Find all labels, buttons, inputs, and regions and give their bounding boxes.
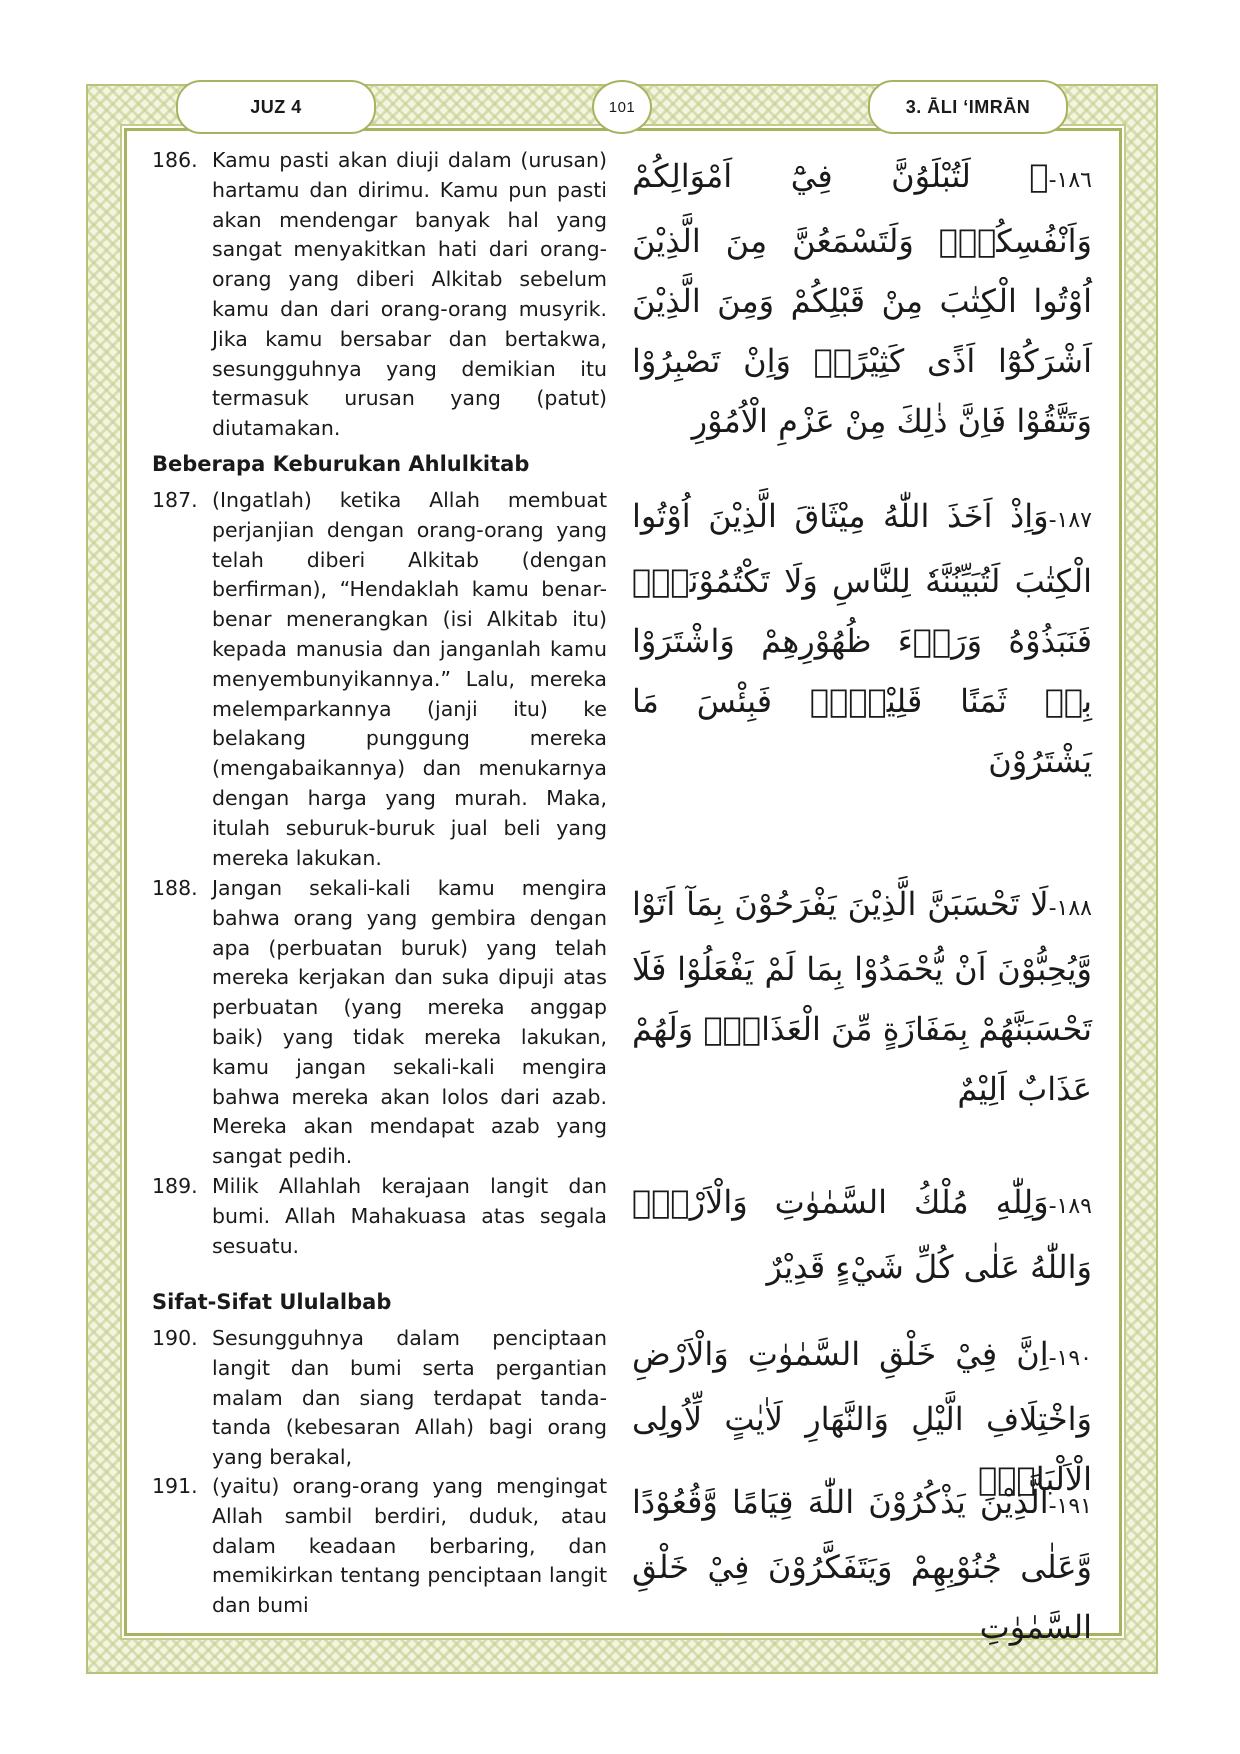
translation-text: (yaitu) orang-orang yang mengingat Allah sambil berdiri, duduk, atau dalam keadaan berbaring, dan memikirkan tentang penciptaan langit dan bumi — [212, 1474, 607, 1618]
arabic-verse-number: ١٨٦- — [1048, 168, 1092, 193]
arabic-text: اِنَّ فِيْ خَلْقِ السَّمٰوٰتِ وَالْاَرْضِ وَاخْتِلَافِ الَّيْلِ وَالنَّهَارِ لَاٰيٰتٍ لِّاُولِى الْاَلْبَابِۙ — [632, 1335, 1092, 1498]
verse-translation-189 — [152, 1172, 607, 1261]
section-heading: Sifat-Sifat Ululalbab — [152, 1290, 392, 1314]
verse-translation-186 — [152, 146, 607, 444]
verse-number: 187. — [152, 488, 198, 512]
translation-text: Sesungguhnya dalam penciptaan langit dan bumi serta pergantian malam dan siang terdapat tanda-tanda (kebesaran Allah) bagi orang yang berakal, — [212, 1326, 607, 1470]
translation-text: (Ingatlah) ketika Allah membuat perjanjian dengan orang-orang yang telah diberi Alkitab (dengan berfirman), “Hendaklah kamu benar-benar menerangkan (isi Alkitab itu) kepada manusia dan janganlah kamu menyembunyikannya.” Lalu, mereka melemparkannya (janji itu) ke belakang punggung mereka (mengabaikannya) dan menukarnya dengan harga yang murah. Maka, itulah seburuk-buruk jual beli yang mereka lakukan. — [212, 488, 607, 870]
verse-arabic-188 — [632, 874, 1092, 1119]
verse-translation-188 — [152, 874, 607, 1172]
translation-text: Kamu pasti akan diuji dalam (urusan) hartamu dan dirimu. Kamu pun pasti akan mendengar banyak hal yang sangat menyakitkan hati dari orang-orang yang diberi Alkitab sebelum kamu dan dari orang-orang musyrik. Jika kamu bersabar dan bertakwa, sesungguhnya yang demikian itu termasuk urusan yang (patut) diutamakan. — [212, 148, 607, 441]
verse-number: 188. — [152, 876, 198, 900]
verse-number: 189. — [152, 1174, 198, 1198]
arabic-text: وَلِلّٰهِ مُلْكُ السَّمٰوٰتِ وَالْاَرْضِۗ وَاللّٰهُ عَلٰى كُلِّ شَيْءٍ قَدِيْرٌ — [632, 1183, 1092, 1286]
verse-translation-190 — [152, 1324, 607, 1473]
arabic-verse-number: ١٨٧- — [1048, 508, 1092, 533]
page-number: 101 — [592, 80, 652, 134]
translation-text: Milik Allahlah kerajaan langit dan bumi. Allah Mahakuasa atas segala sesuatu. — [212, 1174, 607, 1258]
arabic-verse-number: ١٩١- — [1048, 1494, 1092, 1519]
translation-text: Jangan sekali-kali kamu mengira bahwa orang yang gembira dengan apa (perbuatan buruk) yang telah mereka kerjakan dan suka dipuji atas perbuatan (yang mereka anggap baik) yang tidak mereka lakukan, kamu jangan sekali-kali mengira bahwa mereka akan lolos dari azab. Mereka akan mendapat azab yang sangat pedih. — [212, 876, 607, 1169]
juz-label: JUZ 4 — [176, 80, 376, 134]
arabic-verse-number: ١٨٩- — [1048, 1194, 1092, 1219]
surah-title: 3. ĀLI ‘IMRĀN — [868, 80, 1068, 134]
arabic-text: لَا تَحْسَبَنَّ الَّذِيْنَ يَفْرَحُوْنَ بِمَآ اَتَوْا وَّيُحِبُّوْنَ اَنْ يُّحْمَدُوْا بِمَا لَمْ يَفْعَلُوْا فَلَا تَحْسَبَنَّهُمْ بِمَفَازَةٍ مِّنَ الْعَذَابِۚ وَلَهُمْ عَذَابٌ اَلِيْمٌ — [632, 885, 1092, 1108]
verse-translation-187 — [152, 486, 607, 873]
verse-number: 186. — [152, 148, 198, 172]
arabic-text: وَاِذْ اَخَذَ اللّٰهُ مِيْثَاقَ الَّذِيْنَ اُوْتُوا الْكِتٰبَ لَتُبَيِّنُنَّهٗ لِلنَّاسِ وَلَا تَكْتُمُوْنَهٗۖ فَنَبَذُوْهُ وَرَاۤءَ ظُهُوْرِهِمْ وَاشْتَرَوْا بِهٖ ثَمَنًا قَلِيْلًاۗ فَبِئْسَ مَا يَشْتَرُوْنَ — [632, 497, 1092, 780]
verse-arabic-186 — [632, 146, 1092, 451]
section-heading: Beberapa Keburukan Ahlulkitab — [152, 452, 530, 476]
verse-arabic-187 — [632, 486, 1092, 791]
arabic-text: ۞ لَتُبْلَوُنَّ فِيْٓ اَمْوَالِكُمْ وَاَنْفُسِكُمْۗ وَلَتَسْمَعُنَّ مِنَ الَّذِيْنَ اُوْتُوا الْكِتٰبَ مِنْ قَبْلِكُمْ وَمِنَ الَّذِيْنَ اَشْرَكُوْٓا اَذًى كَثِيْرًاۗ وَاِنْ تَصْبِرُوْا وَتَتَّقُوْا فَاِنَّ ذٰلِكَ مِنْ عَزْمِ الْاُمُوْرِ — [632, 157, 1092, 440]
arabic-text: الَّذِيْنَ يَذْكُرُوْنَ اللّٰهَ قِيَامًا وَّقُعُوْدًا وَّعَلٰى جُنُوْبِهِمْ وَيَتَفَكَّرُوْنَ فِيْ خَلْقِ السَّمٰوٰتِ — [632, 1483, 1092, 1646]
arabic-verse-number: ١٨٨- — [1048, 896, 1092, 921]
arabic-verse-number: ١٩٠- — [1048, 1346, 1092, 1371]
verse-number: 190. — [152, 1326, 198, 1350]
verse-arabic-191 — [632, 1472, 1092, 1657]
verse-translation-191 — [152, 1472, 607, 1621]
verse-number: 191. — [152, 1474, 198, 1498]
verse-arabic-189 — [632, 1172, 1092, 1297]
